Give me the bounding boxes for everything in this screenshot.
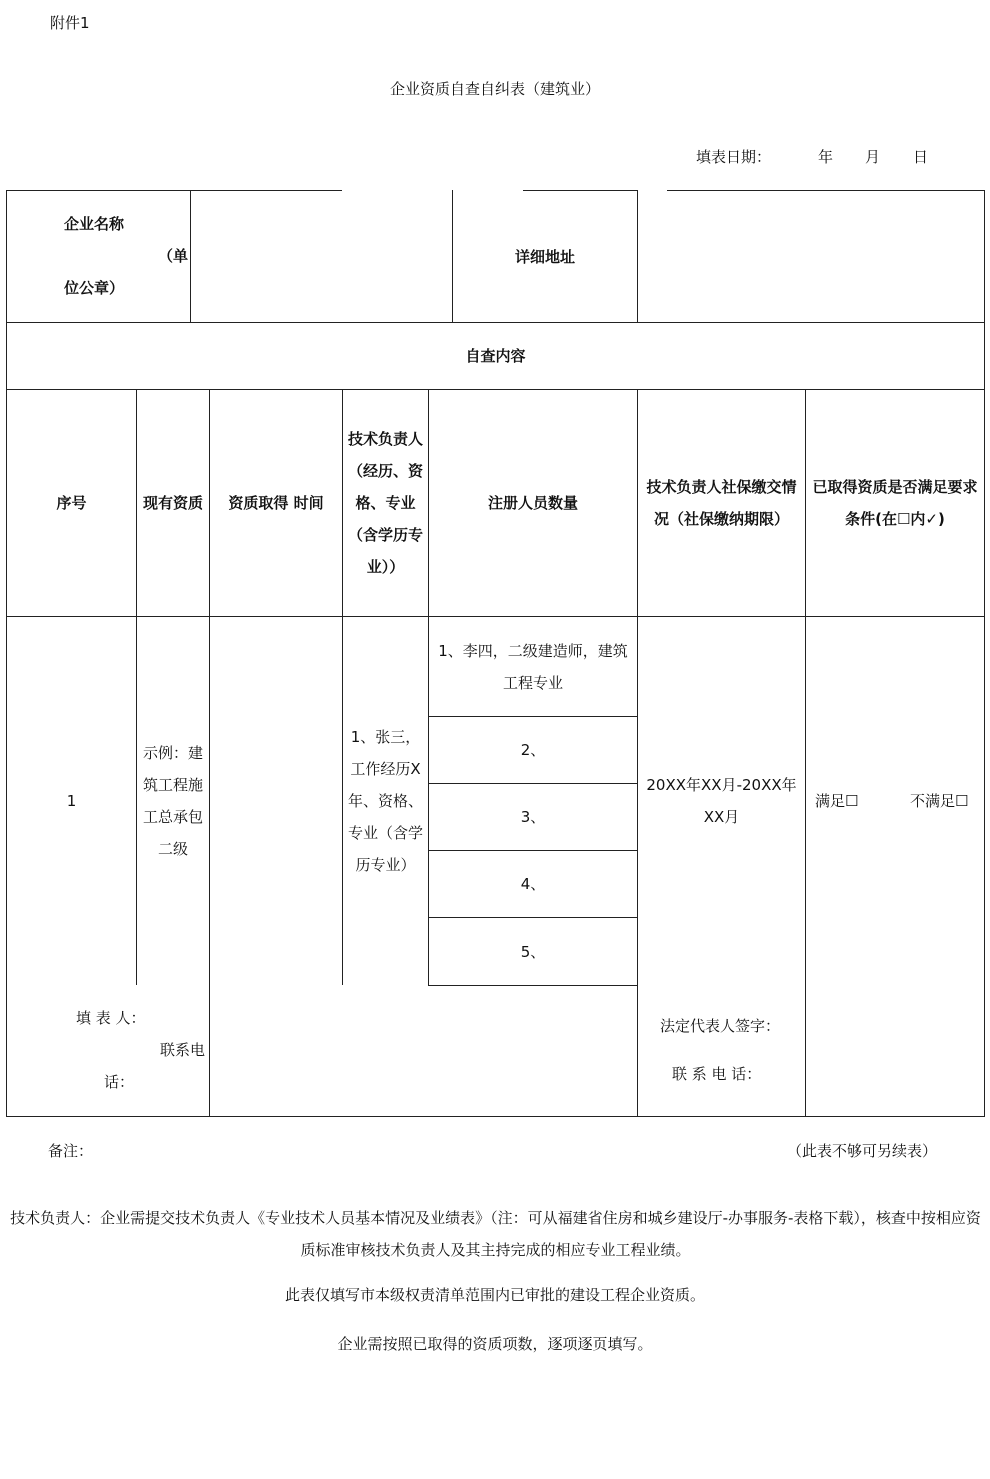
row-social-security: 20XX年XX月-20XX年XX月	[646, 776, 797, 826]
col-tech-lead: 技术负责人（经历、资格、专业（含学历专业））	[348, 430, 424, 576]
row-qualification: 示例：建筑工程施工总承包二级	[142, 744, 203, 858]
row-seq: 1	[66, 792, 77, 810]
note-tech-lead: 技术负责人：企业需提交技术负责人《专业技术人员基本情况及业绩表》（注：可从福建省住房和城乡建设厅-办事服务-表格下载），核查中按相应资质标准审核技术负责人及其主持完成的相应专业工程业绩。	[10, 1209, 981, 1259]
legal-rep-phone-label: 联 系 电 话：	[672, 1065, 762, 1083]
registered-person-2[interactable]: 2、	[520, 741, 546, 759]
registered-person-4[interactable]: 4、	[520, 875, 546, 893]
not-satisfied-checkbox[interactable]: 不满足☐	[910, 792, 969, 810]
company-name-label: 企业名称	[64, 215, 125, 233]
col-obtain-time: 资质取得 时间	[228, 494, 324, 512]
col-seq: 序号	[56, 494, 87, 512]
address-input[interactable]	[638, 191, 984, 322]
continue-note: （此表不够可另续表）	[787, 1142, 938, 1160]
note-fill-order: 企业需按照已取得的资质项数，逐项逐页填写。	[337, 1335, 653, 1353]
col-registered: 注册人员数量	[487, 494, 578, 512]
company-name-input[interactable]	[191, 191, 452, 322]
legal-rep-signature-label: 法定代表人签字：	[660, 1017, 781, 1035]
registered-person-5[interactable]: 5、	[520, 942, 546, 961]
fill-date-month: 月	[865, 148, 881, 166]
col-social-security: 技术负责人社保缴交情况（社保缴纳期限）	[646, 478, 797, 528]
unit-seal-label-1: （单	[158, 247, 189, 265]
attachment-label: 附件1	[50, 14, 90, 32]
filler-label: 填 表 人：	[76, 1009, 146, 1027]
satisfied-checkbox[interactable]: 满足☐	[815, 792, 859, 810]
fill-date-label: 填表日期：	[696, 148, 772, 166]
remark-label: 备注：	[48, 1142, 94, 1160]
fill-date-day: 日	[913, 148, 929, 166]
fill-date-year: 年	[818, 148, 834, 166]
filler-phone-label-1: 联系电	[160, 1041, 206, 1059]
section-title: 自查内容	[465, 347, 526, 365]
filler-phone-label-2: 话：	[104, 1073, 135, 1091]
note-scope: 此表仅填写市本级权责清单范围内已审批的建设工程企业资质。	[284, 1286, 705, 1304]
col-qualification: 现有资质	[142, 494, 203, 512]
registered-person-3[interactable]: 3、	[520, 808, 546, 826]
page-title: 企业资质自查自纠表（建筑业）	[389, 80, 600, 98]
unit-seal-label-2: 位公章）	[64, 279, 125, 297]
registered-person-1[interactable]: 1、李四，二级建造师，建筑工程专业	[438, 641, 628, 692]
col-satisfied: 已取得资质是否满足要求条件(在☐内✓)	[812, 478, 978, 528]
row-obtain-time-input[interactable]	[210, 617, 342, 985]
row-tech-lead: 1、张三，工作经历X年、资格、专业（含学历专业）	[347, 728, 423, 874]
address-label: 详细地址	[514, 247, 575, 266]
